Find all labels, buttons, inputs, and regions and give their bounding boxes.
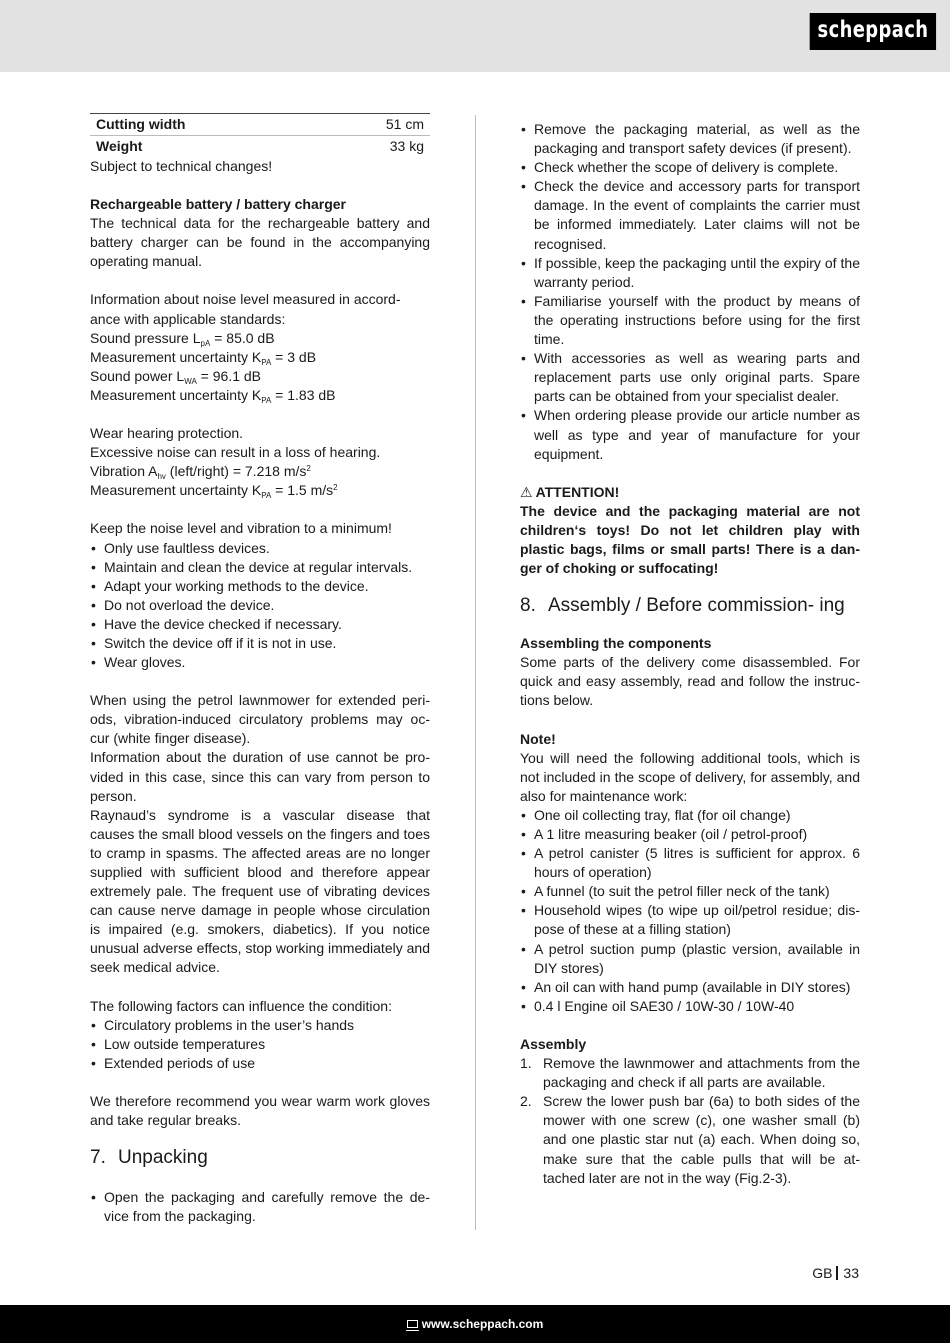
spec-label: Weight [96, 138, 143, 155]
list-item: • With accessories as well as wearing parts and replacement parts use only original parts. Spare parts can be obtained from your specialist dealer. [520, 349, 860, 406]
list-item: • Wear gloves. [90, 653, 430, 672]
duration-info-text: Information about the duration of use cannot be pro- vided in this case, since this can vary from person to person. [90, 749, 430, 804]
assembling-heading: Assembling the components [520, 635, 712, 652]
list-item: • Check whether the scope of delivery is complete. [520, 158, 860, 177]
assembly-heading: Assembly [520, 1035, 587, 1052]
sound-pressure: Sound pressure $L_{pA} = 85.0$ dB [90, 329, 275, 348]
list-item: • When ordering please provide our article number as well as type and year of manufacture for your equipment. [520, 406, 860, 463]
excessive-noise: Excessive noise can result in a loss of hearing. [90, 444, 381, 461]
warning-triangle-icon: ⚠ [520, 483, 533, 500]
list-item: • A funnel (to suit the petrol filler neck of the tank) [520, 882, 860, 901]
list-item: • Open the packaging and carefully remove the de- vice from the packaging. [90, 1188, 430, 1226]
language-code: GB [812, 1265, 833, 1281]
list-item: • If possible, keep the packaging until the expiry of the warranty period. [520, 254, 860, 292]
list-item: • A petrol canister (5 litres is sufficient for approx. 6 hours of operation) [520, 844, 860, 882]
left-column [90, 113, 430, 1226]
tools-list [520, 806, 860, 1016]
battery-text: The technical data for the rechargeable battery and battery charger can be found in the accompanying operating manual. [90, 215, 430, 270]
assembly-step: 1. Remove the lawnmower and attachments from the packaging and check if all parts are available. [520, 1055, 860, 1091]
brand-logo: scheppach [809, 13, 936, 50]
list-item: • 0.4 l Engine oil SAE30 / 10W-30 / 10W-40 [520, 997, 860, 1016]
minimize-list [90, 539, 430, 673]
noise-intro: Information about noise level measured in accord- ance with applicable standards: [90, 291, 401, 327]
list-item: • Maintain and clean the device at regular intervals. [90, 558, 430, 577]
attention-heading: ⚠ ATTENTION! [520, 483, 860, 502]
list-item: • Extended periods of use [90, 1054, 430, 1073]
monitor-icon [407, 1320, 418, 1328]
page-number [812, 1265, 859, 1281]
list-item: • One oil collecting tray, flat (for oil change) [520, 806, 860, 825]
list-item: • An oil can with hand pump (available in DIY stores) [520, 978, 860, 997]
list-item: • Do not overload the device. [90, 596, 430, 615]
note-heading: Note! [520, 730, 556, 747]
assembling-text: Some parts of the delivery come disassembled. For quick and easy assembly, read and follow the instruc- tions below. [520, 654, 860, 709]
sound-power: Sound power $L_{WA} = 96.1$ dB [90, 367, 261, 386]
list-item: • Household wipes (to wipe up oil/petrol residue; dis- pose of these at a filling station) [520, 901, 860, 939]
spec-value: 33 kg [389, 138, 424, 155]
raynaud-text: Raynaud’s syndrome is a vascular disease that causes the small blood vessels on the fingers and toes to cramp in spasms. The affected areas are no longer supplied with sufficient blood and therefore appear extremely pale. The frequent use of vibrating devices can cause nerve damage in people whose circulation is impaired (e.g. smokers, diabetics). If you notice unusual adverse effects, stop working immediately and seek medical advice. [90, 806, 430, 976]
list-item: • Circulatory problems in the user’s hands [90, 1016, 430, 1035]
list-item: • Have the device checked if necessary. [90, 615, 430, 634]
spec-value: 51 cm [318, 114, 430, 136]
website-link[interactable]: www.scheppach.com [421, 1317, 544, 1331]
list-item: • Remove the packaging material, as well as the packaging and transport safety devices (if present). [520, 120, 860, 158]
unpacking-list-continued [520, 120, 860, 464]
spec-row [90, 136, 430, 158]
column-divider [475, 115, 476, 1230]
spec-table [90, 113, 430, 157]
subject-to-changes: Subject to technical changes! [90, 158, 273, 174]
header-bar [0, 0, 950, 72]
measurement-uncertainty: Measurement uncertainty $K_{PA} = 3$ dB [90, 348, 317, 367]
keep-noise-minimum: Keep the noise level and vibration to a minimum! [90, 520, 392, 537]
list-item: • Adapt your working methods to the device. [90, 577, 430, 596]
factors-list [90, 1016, 430, 1073]
note-text: You will need the following additional tools, which is not included in the scope of delivery, for assembly, and also for maintenance work: [520, 749, 860, 804]
measurement-uncertainty: Measurement uncertainty $K_{PA} = 1.83$ dB [90, 386, 336, 405]
list-item: • Switch the device off if it is not in use. [90, 634, 430, 653]
vibration-value: Vibration $A_{hv}$ (left/right) = 7.218 $m/s^2$ [90, 463, 311, 482]
attention-text: The device and the packaging material are not children‘s toys! Do not let children play with plastic bags, films or small parts! There is a dan- ger of choking or suffocating! [520, 502, 860, 577]
list-item: • Check the device and accessory parts for transport damage. In the event of complaints the carrier must be informed immediately. Later claims will not be recognised. [520, 177, 860, 253]
factors-intro: The following factors can influence the condition: [90, 997, 392, 1014]
list-item: • Low outside temperatures [90, 1035, 430, 1054]
footer-bar [0, 1305, 950, 1343]
list-item: • Only use faultless devices. [90, 539, 430, 558]
spec-label: Cutting width [90, 114, 318, 136]
page-number-value: 33 [843, 1265, 859, 1281]
spec-row [90, 114, 430, 136]
right-column [520, 120, 860, 1188]
unpacking-list [90, 1188, 430, 1226]
list-item: • A 1 litre measuring beaker (oil / petrol-proof) [520, 825, 860, 844]
list-item: • Familiarise yourself with the product by means of the operating instructions before using for the first time. [520, 292, 860, 349]
list-item: • A petrol suction pump (plastic version, available in DIY stores) [520, 940, 860, 978]
assembly-steps [520, 1054, 860, 1188]
section-heading-assembly: 8. Assembly / Before commission- ing [520, 595, 845, 617]
measurement-uncertainty: Measurement uncertainty $K_{PA} = 1.5$ $m/s^2$ [90, 482, 338, 501]
recommendation-text: We therefore recommend you wear warm work gloves and take regular breaks. [90, 1092, 430, 1129]
assembly-step: 2. Screw the lower push bar (6a) to both sides of the mower with one screw (c), one washer small (b) and one plastic star nut (a) each. When doing so, make sure that the cable pulls that will be at- tached later are not in the way (Fig.2-3). [520, 1093, 860, 1186]
wear-hearing-protection: Wear hearing protection. [90, 425, 244, 442]
section-heading-unpacking: 7. Unpacking [90, 1147, 208, 1169]
battery-heading: Rechargeable battery / battery charger [90, 196, 346, 213]
extended-use-text: When using the petrol lawnmower for extended peri- ods, vibration-induced circulatory problems may oc- cur (white finger disease). [90, 692, 430, 747]
